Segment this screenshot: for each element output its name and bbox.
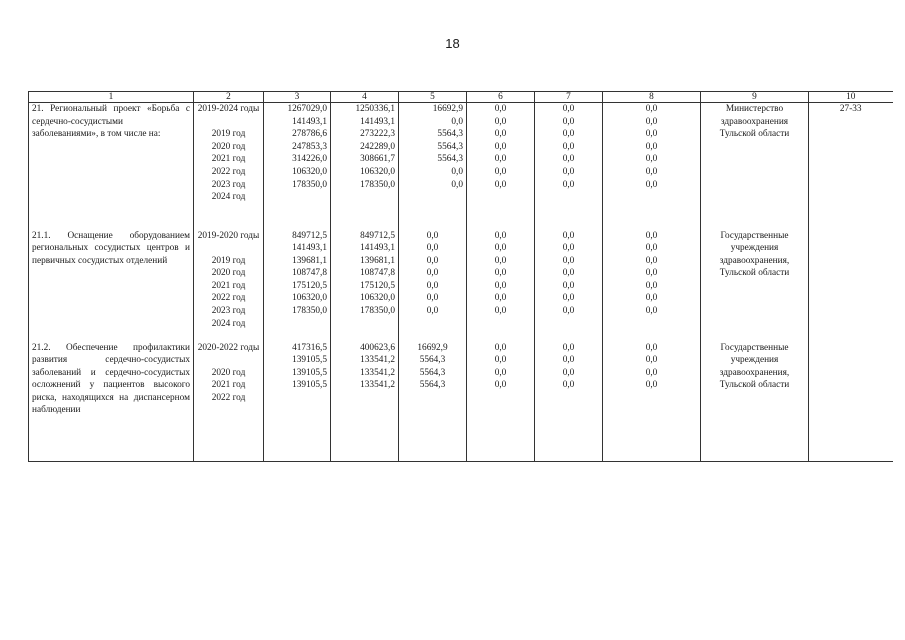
amount-value: 0,0 (494, 166, 507, 177)
column-header: 10 (809, 92, 893, 103)
amount-value: 1267029,0 (287, 104, 327, 114)
row-name: 21.1. Оснащение оборудованием региональных сосудистых центров и первичных сосудистых отделений (29, 230, 194, 342)
indicator-cell (809, 342, 893, 462)
amount-value: 178350,0 (292, 306, 327, 317)
amount-value: 0,0 (494, 367, 507, 378)
year-value: 2020 год (211, 141, 246, 152)
total-cell (264, 342, 331, 462)
amount-value: 0,0 (562, 230, 575, 241)
amount-value: 0,0 (562, 116, 575, 127)
amount-value: 0,0 (562, 380, 575, 391)
amount-value: 0,0 (494, 129, 507, 140)
year-value: 2019 год (211, 129, 246, 140)
amount-value: 0,0 (645, 268, 658, 279)
amount-value: 16692,9 (417, 342, 448, 353)
amount-value: 139105,5 (292, 367, 327, 378)
amount-value: 0,0 (562, 243, 575, 254)
regional-cell (399, 103, 467, 230)
year-value: 2024 год (211, 192, 246, 203)
amount-value: 400623,6 (360, 342, 395, 353)
amount-value: 417316,5 (292, 342, 327, 353)
amount-value: 0,0 (494, 230, 507, 241)
amount-value: 139681,1 (292, 255, 327, 266)
amount-value: 5564,3 (437, 154, 463, 165)
federal-cell (331, 103, 399, 230)
amount-value: 139681,1 (360, 255, 395, 266)
amount-value: 0,0 (562, 255, 575, 266)
column-header: 1 (29, 92, 194, 103)
regional-cell (399, 342, 467, 462)
amount-value: 1250336,1 (355, 104, 395, 114)
amount-value: 0,0 (645, 355, 658, 366)
indicator-cell: 27-33 (809, 103, 893, 230)
municipal-cell (467, 230, 535, 342)
amount-value: 0,0 (494, 306, 507, 317)
amount-value: 247853,3 (292, 141, 327, 152)
year-value: 2020 год (211, 268, 246, 279)
amount-value: 0,0 (645, 141, 658, 152)
other-cell (603, 342, 701, 462)
amount-value: 175120,5 (292, 280, 327, 291)
amount-value: 0,0 (645, 255, 658, 266)
amount-value: 0,0 (645, 342, 658, 353)
year-value: 2022 год (211, 166, 246, 177)
year-value: 2021 год (211, 154, 246, 165)
column-header: 6 (467, 92, 535, 103)
amount-value: 108747,8 (360, 268, 395, 279)
executor-cell: Государственные учреждения здравоохранения, Тульской области (701, 230, 809, 342)
amount-value: 133541,2 (360, 355, 395, 366)
table-row (29, 342, 893, 462)
years-cell (194, 103, 264, 230)
amount-value: 0,0 (645, 230, 658, 241)
municipal-cell (467, 103, 535, 230)
amount-value: 0,0 (451, 166, 463, 177)
year-value: 2019 год (211, 255, 246, 266)
amount-value: 0,0 (494, 380, 507, 391)
amount-value: 141493,1 (360, 243, 395, 254)
row-name: 21.2. Обеспечение профилактики развития сердечно-сосудистых заболеваний и сердечно-сосудистых осложнений у пациентов высокого риска, находящихся на диспансерном наблюдении (29, 342, 194, 462)
municipal-cell (467, 342, 535, 462)
amount-value: 0,0 (562, 141, 575, 152)
amount-value: 242289,0 (360, 141, 395, 152)
amount-value: 273222,3 (360, 129, 395, 140)
amount-value: 0,0 (426, 268, 439, 279)
amount-value: 5564,3 (419, 367, 446, 378)
amount-value: 0,0 (494, 293, 507, 304)
amount-value: 0,0 (645, 154, 658, 165)
amount-value: 314226,0 (292, 154, 327, 165)
amount-value: 5564,3 (419, 355, 446, 366)
total-cell (264, 230, 331, 342)
amount-value: 5564,3 (437, 129, 463, 140)
amount-value: 0,0 (645, 104, 658, 114)
amount-value: 0,0 (426, 243, 439, 254)
column-header: 8 (603, 92, 701, 103)
extrabudget-cell (535, 103, 603, 230)
amount-value: 0,0 (494, 255, 507, 266)
amount-value: 0,0 (451, 179, 463, 190)
period-value: 2020-2022 годы (197, 342, 260, 353)
amount-value: 0,0 (562, 179, 575, 190)
column-header: 5 (399, 92, 467, 103)
amount-value: 106320,0 (292, 293, 327, 304)
year-value: 2022 год (211, 392, 246, 403)
amount-value: 0,0 (562, 154, 575, 165)
regional-cell (399, 230, 467, 342)
amount-value: 0,0 (645, 179, 658, 190)
amount-value: 0,0 (645, 293, 658, 304)
amount-value: 141493,1 (360, 116, 395, 127)
amount-value: 108747,8 (292, 268, 327, 279)
amount-value: 0,0 (494, 268, 507, 279)
amount-value: 0,0 (426, 293, 439, 304)
amount-value: 278786,6 (292, 129, 327, 140)
amount-value: 133541,2 (360, 367, 395, 378)
other-cell (603, 103, 701, 230)
table-row (29, 103, 893, 230)
amount-value: 175120,5 (360, 280, 395, 291)
executor-cell: Государственные учреждения здравоохранения, Тульской области (701, 342, 809, 462)
amount-value: 5564,3 (437, 141, 463, 152)
amount-value: 106320,0 (292, 166, 327, 177)
amount-value: 0,0 (562, 293, 575, 304)
amount-value: 0,0 (494, 355, 507, 366)
other-cell (603, 230, 701, 342)
extrabudget-cell (535, 230, 603, 342)
column-header: 4 (331, 92, 399, 103)
amount-value: 0,0 (494, 116, 507, 127)
amount-value: 0,0 (645, 243, 658, 254)
amount-value: 0,0 (494, 104, 507, 114)
amount-value: 849712,5 (360, 230, 395, 241)
amount-value: 106320,0 (360, 293, 395, 304)
federal-cell (331, 342, 399, 462)
executor-cell: Министерство здравоохранения Тульской области (701, 103, 809, 230)
amount-value: 0,0 (645, 367, 658, 378)
amount-value: 0,0 (562, 280, 575, 291)
column-header: 2 (194, 92, 264, 103)
amount-value: 16692,9 (432, 104, 463, 114)
year-value: 2021 год (211, 380, 246, 391)
amount-value: 0,0 (562, 268, 575, 279)
indicator-cell (809, 230, 893, 342)
years-cell (194, 230, 264, 342)
budget-table (28, 91, 893, 462)
amount-value: 0,0 (562, 342, 575, 353)
amount-value: 0,0 (645, 280, 658, 291)
period-value: 2019-2024 годы (197, 104, 260, 114)
amount-value: 0,0 (562, 355, 575, 366)
table-row (29, 230, 893, 342)
amount-value: 0,0 (494, 243, 507, 254)
amount-value: 0,0 (562, 104, 575, 114)
year-value: 2022 год (211, 293, 246, 304)
amount-value: 106320,0 (360, 166, 395, 177)
amount-value: 141493,1 (292, 116, 327, 127)
year-value: 2023 год (211, 306, 246, 317)
amount-value: 0,0 (494, 179, 507, 190)
amount-value: 141493,1 (292, 243, 327, 254)
year-value: 2020 год (211, 367, 246, 378)
period-value: 2019-2020 годы (197, 230, 260, 241)
years-cell (194, 342, 264, 462)
amount-value: 0,0 (562, 306, 575, 317)
row-name: 21. Региональный проект «Борьба с сердечно-сосудистыми заболеваниями», в том числе на: (29, 103, 194, 230)
amount-value: 0,0 (562, 166, 575, 177)
amount-value: 0,0 (426, 255, 439, 266)
amount-value: 178350,0 (292, 179, 327, 190)
column-number-row (29, 92, 893, 103)
amount-value: 0,0 (562, 129, 575, 140)
amount-value: 0,0 (451, 116, 463, 127)
amount-value: 0,0 (494, 141, 507, 152)
amount-value: 0,0 (494, 154, 507, 165)
total-cell (264, 103, 331, 230)
amount-value: 849712,5 (292, 230, 327, 241)
amount-value: 0,0 (645, 306, 658, 317)
amount-value: 0,0 (645, 380, 658, 391)
amount-value: 0,0 (562, 367, 575, 378)
amount-value: 0,0 (645, 116, 658, 127)
column-header: 3 (264, 92, 331, 103)
amount-value: 308661,7 (360, 154, 395, 165)
amount-value: 139105,5 (292, 380, 327, 391)
column-header: 9 (701, 92, 809, 103)
federal-cell (331, 230, 399, 342)
amount-value: 0,0 (426, 306, 439, 317)
amount-value: 0,0 (494, 280, 507, 291)
amount-value: 0,0 (426, 230, 439, 241)
amount-value: 5564,3 (419, 380, 446, 391)
extrabudget-cell (535, 342, 603, 462)
amount-value: 0,0 (494, 342, 507, 353)
year-value: 2024 год (211, 318, 246, 329)
column-header: 7 (535, 92, 603, 103)
year-value: 2021 год (211, 280, 246, 291)
amount-value: 139105,5 (292, 355, 327, 366)
amount-value: 133541,2 (360, 380, 395, 391)
page-number: 18 (445, 36, 460, 51)
amount-value: 178350,0 (360, 306, 395, 317)
amount-value: 0,0 (426, 280, 439, 291)
amount-value: 178350,0 (360, 179, 395, 190)
amount-value: 0,0 (645, 129, 658, 140)
year-value: 2023 год (211, 179, 246, 190)
amount-value: 0,0 (645, 166, 658, 177)
